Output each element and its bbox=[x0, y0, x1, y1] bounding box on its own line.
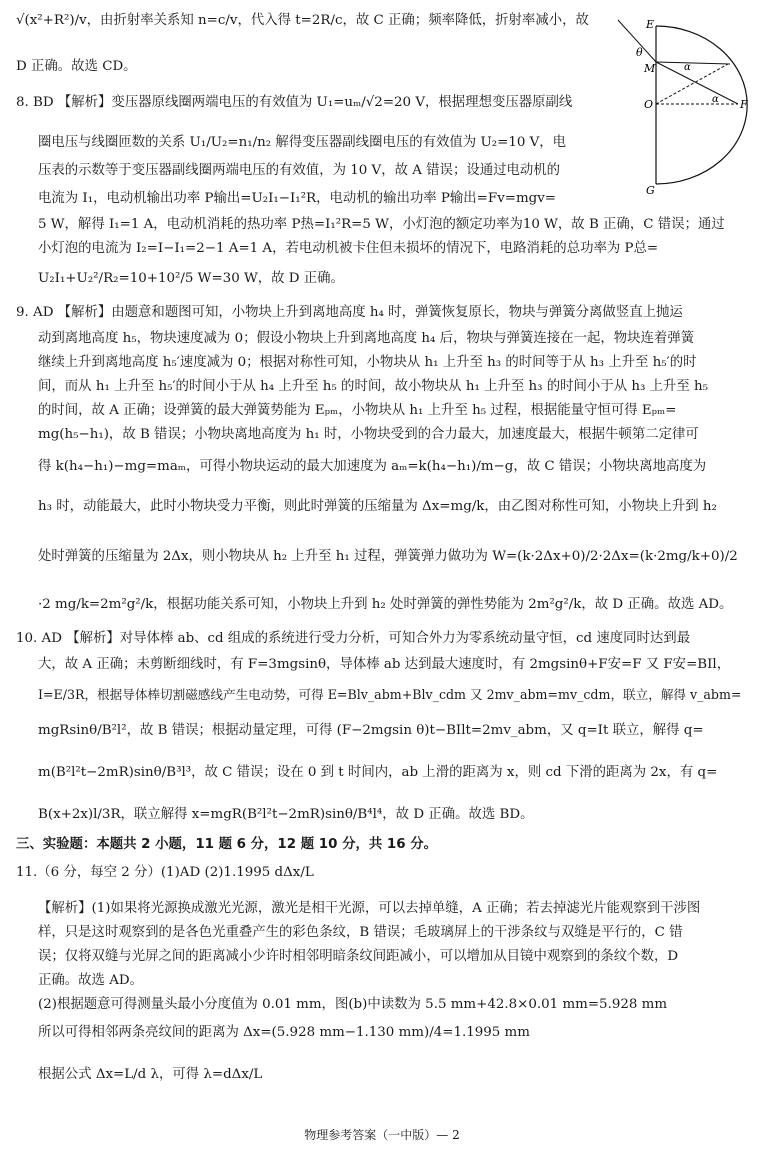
page-footer: 物理参考答案（一中版）— 2 bbox=[304, 1128, 460, 1142]
section-heading: 三、实验题：本题共 2 小题，11 题 6 分，12 题 10 分，共 16 分。 bbox=[16, 837, 437, 852]
text-line: 的时间，故 A 正确；设弹簧的最大弹簧势能为 Eₚₘ，小物块从 h₁ 上升至 h₅ 过程，根据能量守恒可得 Eₚₘ= bbox=[38, 403, 677, 418]
label-M: M bbox=[644, 62, 656, 75]
text-line: 处时弹簧的压缩量为 2Δx，则小物块从 h₂ 上升至 h₁ 过程，弹簧弹力做功为 W=(k·2Δx+0)/2·2Δx=(k·2mg/k+0)/2 bbox=[38, 549, 738, 564]
label-E: E bbox=[646, 18, 655, 31]
text-line: 继续上升到离地高度 h₅′速度减为 0；根据对称性可知，小物块从 h₁ 上升至 h₃ 的时间等于从 h₃ 上升至 h₅′的时 bbox=[38, 355, 697, 370]
q9-heading-line: 9. AD 【解析】由题意和题图可知，小物块上升到离地高度 h₄ 时，弹簧恢复原长，物块与弹簧分离做竖直上抛运 bbox=[16, 305, 683, 320]
text-line: mgRsinθ/B²l²，故 B 错误；根据动量定理，可得 (F−2mgsin θ)t−BIlt=2mv_abm，又 q=It 联立，解得 q= bbox=[38, 723, 704, 738]
text-line: h₃ 时，动能最大，此时小物块受力平衡，则此时弹簧的压缩量为 Δx=mg/k，由乙图对称性可知，小物块上升到 h₂ bbox=[38, 499, 717, 514]
text-line: m(B²l²t−2mR)sinθ/B³l³，故 C 错误；设在 0 到 t 时间内，ab 上滑的距离为 x，则 cd 下滑的距离为 2x，有 q= bbox=[38, 765, 718, 780]
optics-diagram bbox=[608, 12, 754, 202]
text-line: 压表的示数等于变压器副线圈两端电压的有效值，为 10 V，故 A 错误；设通过电动机的 bbox=[38, 163, 561, 178]
text-line: 【解析】(1)如果将光源换成激光光源，激光是相干光源，可以去掉单缝，A 正确；若去掉滤光片能观察到干涉图 bbox=[38, 901, 701, 916]
text-line: 得 k(h₄−h₁)−mg=maₘ，可得小物块运动的最大加速度为 aₘ=k(h₄−h₁)/m−g，故 C 错误；小物块离地高度为 bbox=[38, 459, 707, 474]
text-line: I=E/3R，根据导体棒切割磁感线产生电动势，可得 E=Blv_abm+Blv_cdm 又 2mv_abm=mv_cdm，联立，解得 v_abm= bbox=[38, 687, 742, 702]
label-G: G bbox=[646, 184, 655, 197]
text-line: 圈电压与线圈匝数的关系 U₁/U₂=n₁/n₂ 解得变压器副线圈电压的有效值为 U₂=10 V，电 bbox=[38, 135, 567, 150]
label-O: O bbox=[644, 98, 654, 111]
text-line: (2)根据题意可得测量头最小分度值为 0.01 mm，图(b)中读数为 5.5 mm+42.8×0.01 mm=5.928 mm bbox=[38, 997, 668, 1012]
text-line: 正确。故选 AD。 bbox=[38, 973, 144, 988]
text-line: 5 W，解得 I₁=1 A，电动机消耗的热功率 P热=I₁²R=5 W，小灯泡的额定功率为10 W，故 B 正确，C 错误；通过 bbox=[38, 217, 725, 232]
q11-heading-line: 11.（6 分，每空 2 分）(1)AD (2)1.1995 dΔx/L bbox=[16, 865, 314, 880]
text-line: 样，只是这时观察到的是各色光重叠产生的彩色条纹，B 错误；毛玻璃屏上的干涉条纹与双缝是平行的，C 错 bbox=[38, 925, 683, 940]
label-theta: θ bbox=[636, 46, 643, 59]
text-line: 所以可得相邻两条亮纹间的距离为 Δx=(5.928 mm−1.130 mm)/4=1.1995 mm bbox=[38, 1025, 530, 1040]
label-F: F bbox=[740, 98, 748, 111]
label-alpha-1: α bbox=[684, 62, 691, 73]
text-line: U₂I₁+U₂²/R₂=10+10²/5 W=30 W，故 D 正确。 bbox=[38, 271, 344, 286]
q10-heading-line: 10. AD 【解析】对导体棒 ab、cd 组成的系统进行受力分析，可知合外力为零系统动量守恒，cd 速度同时达到最 bbox=[16, 631, 691, 646]
text-line: 根据公式 Δx=L/d λ，可得 λ=dΔx/L bbox=[38, 1067, 263, 1082]
text-line: 电流为 I₁，电动机输出功率 P输出=U₂I₁−I₁²R，电动机的输出功率 P输出=Fv=mgv= bbox=[38, 191, 557, 206]
label-alpha-2: α bbox=[712, 94, 719, 105]
text-line: 小灯泡的电流为 I₂=I−I₁=2−1 A=1 A，若电动机被卡住但未损坏的情况下，电路消耗的总功率为 P总= bbox=[38, 241, 659, 256]
text-line: D 正确。故选 CD。 bbox=[16, 59, 137, 74]
text-line: B(x+2x)l/3R，联立解得 x=mgR(B²l²t−2mR)sinθ/B⁴l⁴，故 D 正确。故选 BD。 bbox=[38, 807, 534, 822]
text-line: 动到离地高度 h₅，物块速度减为 0；假设小物块上升到离地高度 h₄ 后，物块与弹簧连接在一起，物块连着弹簧 bbox=[38, 331, 695, 346]
q8-heading-line: 8. BD 【解析】变压器原线圈两端电压的有效值为 U₁=uₘ/√2=20 V，根据理想变压器原副线 bbox=[16, 95, 573, 110]
text-line: 间，而从 h₁ 上升至 h₅′的时间小于从 h₄ 上升至 h₅ 的时间，故小物块从 h₁ 上升至 h₃ 的时间小于从 h₃ 上升至 h₅ bbox=[38, 379, 709, 394]
text-line: 大，故 A 正确；未剪断细线时，有 F=3mgsinθ，导体棒 ab 达到最大速度时，有 2mgsinθ+F安=F 又 F安=BIl， bbox=[38, 657, 731, 672]
text-line: mg(h₅−h₁)，故 B 错误；小物块离地高度为 h₁ 时，小物块受到的合力最大，加速度最大，根据牛顿第二定律可 bbox=[38, 427, 699, 442]
text-line: ·2 mg/k=2m²g²/k，根据功能关系可知，小物块上升到 h₂ 处时弹簧的弹性势能为 2m²g²/k，故 D 正确。故选 AD。 bbox=[38, 597, 733, 612]
text-line: √(x²+R²)/v，由折射率关系知 n=c/v，代入得 t=2R/c，故 C 正确；频率降低，折射率减小，故 bbox=[16, 13, 589, 28]
text-line: 误；仅将双缝与光屏之间的距离减小少许时相邻明暗条纹间距减小，可以增加从目镜中观察到的条纹个数，D bbox=[38, 949, 679, 964]
